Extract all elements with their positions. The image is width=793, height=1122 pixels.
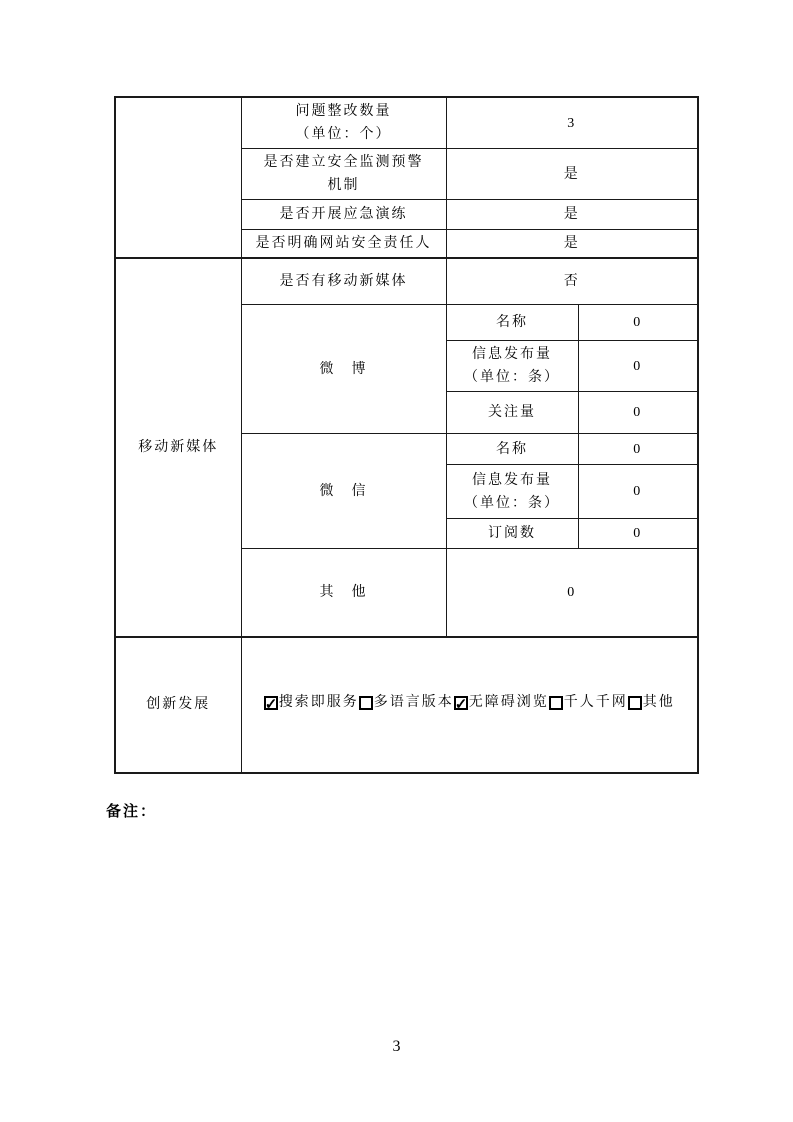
emergency-drill-value: 是 <box>446 200 698 230</box>
section3-category-cell: 创新发展 <box>115 637 241 773</box>
report-table <box>114 96 699 774</box>
other-media-label: 其 他 <box>241 549 446 637</box>
label-line-2: （单位：条） <box>464 370 560 386</box>
security-responsible-label: 是否明确网站安全责任人 <box>241 230 446 259</box>
issue-rectification-label <box>241 97 446 149</box>
wechat-posts-label <box>446 465 578 519</box>
innovation-option-multilanguage <box>359 691 454 714</box>
checkbox-unchecked-icon[interactable] <box>628 696 642 710</box>
innovation-option-qianrenqianwang <box>549 691 628 714</box>
remarks-label: 备注： <box>106 804 158 820</box>
row-issue-rectification <box>115 97 698 149</box>
emergency-drill-label: 是否开展应急演练 <box>241 200 446 230</box>
option-label: 无障碍浏览 <box>468 695 549 711</box>
label-line-1: 信息发布量 <box>472 472 552 488</box>
label-line-2: （单位：个） <box>295 127 392 143</box>
page-number: 3 <box>392 1038 401 1055</box>
row-innovation <box>115 637 698 773</box>
label-line-1: 信息发布量 <box>472 346 552 362</box>
weibo-group-label: 微 博 <box>241 304 446 433</box>
innovation-option-other <box>628 691 675 714</box>
has-mobile-media-label: 是否有移动新媒体 <box>241 258 446 304</box>
innovation-options-cell <box>241 637 698 773</box>
label-line-2: 机制 <box>327 178 360 194</box>
weibo-posts-value: 0 <box>578 340 698 391</box>
option-label: 搜索即服务 <box>278 695 359 711</box>
weibo-followers-value: 0 <box>578 392 698 434</box>
other-media-value: 0 <box>446 549 698 637</box>
option-label: 千人千网 <box>563 695 628 711</box>
wechat-subscribers-value: 0 <box>578 519 698 549</box>
innovation-option-accessibility <box>454 691 549 714</box>
label-line-1: 问题整改数量 <box>295 104 392 119</box>
section2-category-cell: 移动新媒体 <box>115 258 241 636</box>
wechat-subscribers-label: 订阅数 <box>446 519 578 549</box>
weibo-name-label: 名称 <box>446 304 578 340</box>
issue-rectification-value: 3 <box>446 97 698 149</box>
wechat-name-value: 0 <box>578 434 698 465</box>
innovation-option-search-service <box>264 691 359 714</box>
section1-category-cell <box>115 97 241 258</box>
has-mobile-media-value: 否 <box>446 258 698 304</box>
checkbox-checked-icon[interactable] <box>264 696 278 710</box>
wechat-group-label: 微 信 <box>241 434 446 549</box>
wechat-name-label: 名称 <box>446 434 578 465</box>
label-line-2: （单位：条） <box>464 495 560 511</box>
row-has-mobile-media <box>115 258 698 304</box>
weibo-name-value: 0 <box>578 304 698 340</box>
weibo-followers-label: 关注量 <box>446 392 578 434</box>
checkbox-checked-icon[interactable] <box>454 696 468 710</box>
security-responsible-value: 是 <box>446 230 698 259</box>
wechat-posts-value: 0 <box>578 465 698 519</box>
weibo-posts-label <box>446 340 578 391</box>
security-warning-label <box>241 149 446 200</box>
security-warning-value: 是 <box>446 149 698 200</box>
checkbox-unchecked-icon[interactable] <box>549 696 563 710</box>
option-label: 多语言版本 <box>373 695 454 711</box>
label-line-1: 是否建立安全监测预警 <box>263 155 424 171</box>
option-label: 其他 <box>642 695 675 711</box>
checkbox-unchecked-icon[interactable] <box>359 696 373 710</box>
